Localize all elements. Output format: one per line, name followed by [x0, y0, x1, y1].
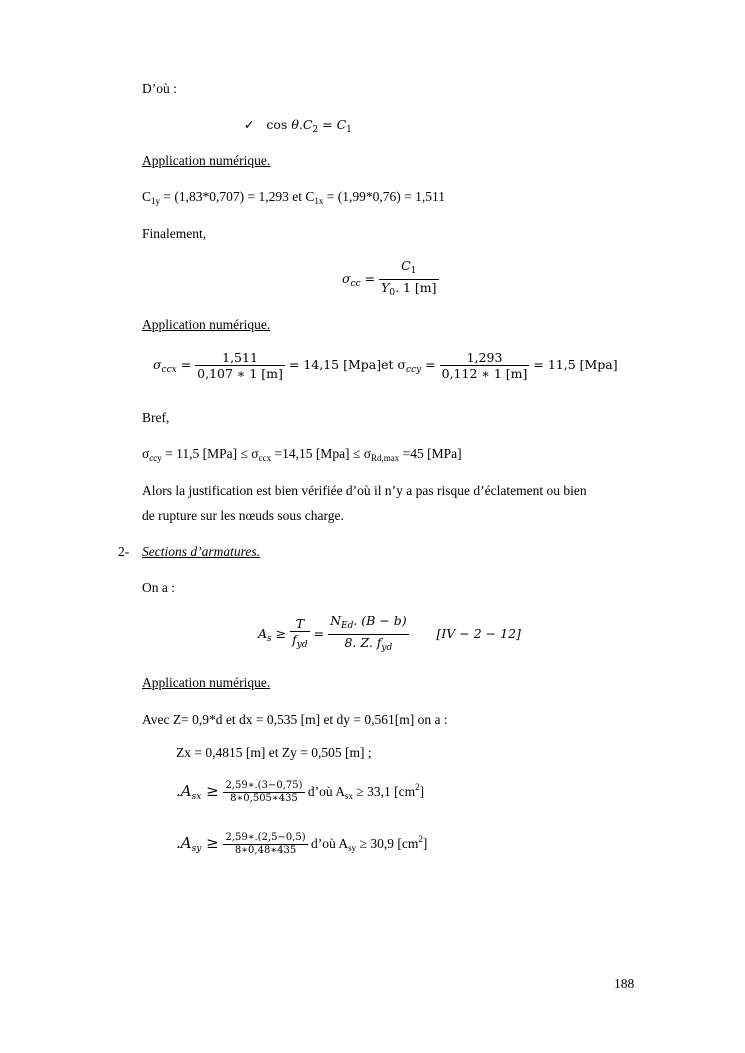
equation-reference: [IV − 2 − 12] — [436, 626, 521, 641]
as-equation: $A_s$ ≥ $\frac{T}{f_{yd}}$ = $\frac{N_{Ed}. (B - b)}{8. Z. f_{yd}}$ [IV − 2 − 12] — [258, 613, 521, 656]
check-mark-icon: ✓ — [244, 117, 255, 132]
sigma-values-equation: $\sigma_{ccx}$ = $\frac{1,511}{0,107 ∗ 1 [m]}$ = 14,15 [Mpa]et $\sigma_{ccy}$ = $\frac{1,293}{0,112 ∗ 1 [m]}$ = 11,5 [Mpa] — [153, 350, 618, 381]
asy-fraction: $\frac{2,59∗.(2,5-0,5)}{8∗0,48∗435}$ — [225, 831, 306, 856]
on-a-label: On a : — [142, 580, 175, 595]
page-number: 188 — [614, 976, 635, 991]
asx-inequality: $.A_{sx}$ ≥ $\frac{2,59∗.(3-0,75)}{8∗0,505∗435}$ d’où $A_{sx} \ge 33,1$ $[cm^2]$ — [176, 779, 425, 804]
finalement-label: Finalement, — [142, 226, 207, 241]
doi-label: D’où : — [142, 81, 177, 96]
application-numerique-heading: Application numérique. — [142, 153, 271, 168]
sigma-ccy-fraction: $\frac{1,293}{0,112 ∗ 1 [m]}$ — [441, 350, 528, 381]
ned-fraction: $\frac{N_{Ed}. (B - b)}{8. Z. f_{yd}}$ — [328, 613, 409, 656]
application-numerique-heading-2: Application numérique. — [142, 317, 271, 332]
avec-line: Avec Z= 0,9*d et dx = 0,535 [m] et dy = 0,561[m] on a : — [142, 712, 448, 727]
application-numerique-heading-3: Application numérique. — [142, 675, 271, 690]
equation-cos-theta: ✓ $\cos \theta.C_2 = C_1$ — [244, 117, 352, 135]
t-over-fyd-fraction: $\frac{T}{f_{yd}}$ — [290, 616, 310, 653]
conclusion-line-1: Alors la justification est bien vérifiée d’où il n’y a pas risque d’éclatement ou bien — [142, 483, 587, 498]
asy-inequality: $.A_{sy}$ ≥ $\frac{2,59∗.(2,5-0,5)}{8∗0,48∗435}$ d’où $A_{sy} \ge 30,9$ $[cm^2]$ — [176, 831, 428, 856]
c-values-line: $C_{1y} = (1,83*0,707) = 1,293$ et $C_{1x} = (1,99*0,76) = 1,511$ — [142, 189, 445, 206]
asx-fraction: $\frac{2,59∗.(3-0,75)}{8∗0,505∗435}$ — [225, 779, 303, 804]
sigma-cc-fraction: $\frac{C_1}{Y_0. 1 [m]}$ — [379, 258, 438, 301]
bref-label: Bref, — [142, 410, 170, 425]
section-title: Sections d’armatures. — [142, 544, 260, 559]
zx-zy-line: Zx = 0,4815 [m] et Zy = 0,505 [m] ; — [176, 745, 372, 760]
conclusion-line-2: de rupture sur les nœuds sous charge. — [142, 508, 344, 523]
inequality-line: $\sigma_{ccy} = 11,5$ $[MPa] \le \sigma_{ccx} =14,15$ $[Mpa] \le \sigma_{Rd,max} =45$ [MPa] — [142, 446, 462, 463]
sigma-cc-equation: $\sigma_{cc}$ = $\frac{C_1}{Y_0. 1 [m]}$ — [342, 258, 439, 301]
section-number: 2- — [118, 544, 130, 559]
sigma-ccx-fraction: $\frac{1,511}{0,107 ∗ 1 [m]}$ — [197, 350, 283, 381]
